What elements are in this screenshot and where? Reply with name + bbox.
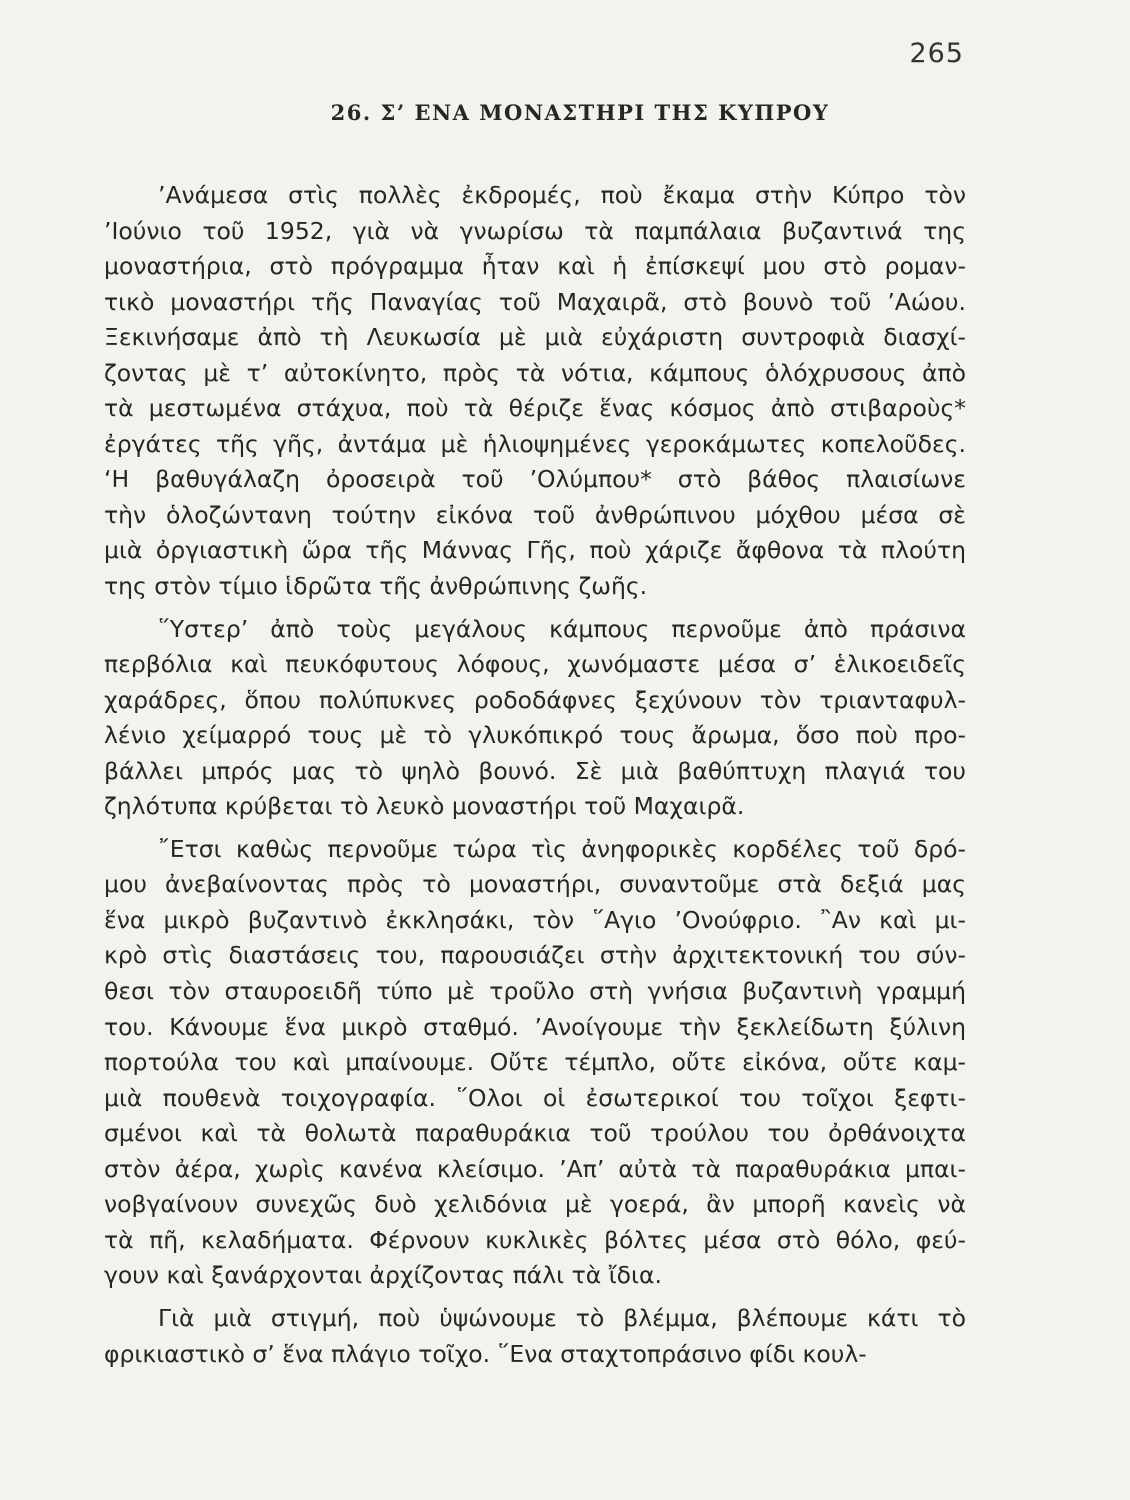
text-line: ‘Η βαθυγάλαζη ὀροσειρὰ τοῦ ’Ολύμπου* στὸ βάθος πλαισίωνε [104, 465, 966, 494]
text-line: ἐργάτες τῆς γῆς, ἀντάμα μὲ ἡλιοψημένες γεροκάμωτες κοπελοῦδες. [104, 429, 966, 458]
text-line: ῎Ετσι καθὼς περνοῦμε τώρα τὶς ἀνηφορικὲς κορδέλες τοῦ δρό- [158, 834, 966, 863]
text-line: στὸν ἀέρα, χωρὶς κανένα κλείσιμο. ’Απ’ αὐτὰ τὰ παραθυράκια μπαι- [104, 1154, 966, 1183]
text-line: ζοντας μὲ τ’ αὐτοκίνητο, πρὸς τὰ νότια, κάμπους ὁλόχρυσους ἀπὸ [104, 358, 966, 387]
text-line: φρικιαστικὸ σ’ ἕνα πλάγιο τοῖχο. ῞Ενα σταχτοπράσινο φίδι κουλ- [104, 1339, 867, 1368]
paragraph [104, 178, 966, 605]
text-line: Ξεκινήσαμε ἀπὸ τὴ Λευκωσία μὲ μιὰ εὐχάριστη συντροφιὰ διασχί- [104, 323, 966, 352]
text-line: γουν καὶ ξανάρχονται ἀρχίζοντας πάλι τὰ ἴδια. [104, 1261, 662, 1290]
text-line: μιὰ πουθενὰ τοιχογραφία. ῞Ολοι οἱ ἐσωτερικοί του τοῖχοι ξεφτι- [104, 1083, 966, 1112]
text-line: χαράδρες, ὅπου πολύπυκνες ροδοδάφνες ξεχύνουν τὸν τριανταφυλ- [104, 685, 966, 714]
text-line: λένιο χείμαρρό τους μὲ τὸ γλυκόπικρό τους ἄρωμα, ὅσο ποὺ προ- [104, 721, 966, 750]
text-line: πορτούλα του καὶ μπαίνουμε. Οὔτε τέμπλο, οὔτε εἰκόνα, οὔτε καμ- [104, 1048, 966, 1077]
text-line: τὴν ὁλοζώντανη τούτην εἰκόνα τοῦ ἀνθρώπινου μόχθου μέσα σὲ [104, 500, 966, 529]
text-line: βάλλει μπρός μας τὸ ψηλὸ βουνό. Σὲ μιὰ βαθύπτυχη πλαγιά του [104, 756, 966, 785]
text-line: ’Ιούνιο τοῦ 1952, γιὰ νὰ γνωρίσω τὰ παμπάλαια βυζαντινά της [104, 216, 966, 245]
page-number: 265 [909, 38, 964, 69]
text-line: ἕνα μικρὸ βυζαντινὸ ἐκκλησάκι, τὸν ῞Αγιο ’Ονούφριο. ῍Αν καὶ μι- [104, 905, 966, 934]
text-line: ζηλότυπα κρύβεται τὸ λευκὸ μοναστήρι τοῦ Μαχαιρᾶ. [104, 792, 745, 821]
text-line: τὰ μεστωμένα στάχυα, ποὺ τὰ θέριζε ἕνας κόσμος ἀπὸ στιβαροὺς* [104, 394, 966, 423]
text-line: κρὸ στὶς διαστάσεις του, παρουσιάζει στὴν ἀρχιτεκτονική του σύν- [104, 941, 966, 970]
chapter-title: 26. Σ’ ΕΝΑ ΜΟΝΑΣΤΗΡΙ ΤΗΣ ΚΥΠΡΟΥ [330, 100, 830, 125]
text-line: ’Ανάμεσα στὶς πολλὲς ἐκδρομές, ποὺ ἔκαμα στὴν Κύπρο τὸν [158, 181, 966, 209]
text-line: μοναστήρια, στὸ πρόγραμμα ἦταν καὶ ἡ ἐπίσκεψί μου στὸ ρομαν- [104, 252, 966, 281]
paragraph [104, 1301, 966, 1372]
paragraph [104, 612, 966, 825]
text-line: νοβγαίνουν συνεχῶς δυὸ χελιδόνια μὲ γοερά, ἂν μπορῆ κανεὶς νὰ [104, 1190, 966, 1219]
text-line: σμένοι καὶ τὰ θολωτὰ παραθυράκια τοῦ τρούλου του ὀρθάνοιχτα [104, 1119, 966, 1148]
body-text [104, 178, 966, 1372]
paragraph [104, 832, 966, 1294]
text-line: μου ἀνεβαίνοντας πρὸς τὸ μοναστήρι, συναντοῦμε στὰ δεξιά μας [104, 870, 966, 899]
text-line: τικὸ μοναστήρι τῆς Παναγίας τοῦ Μαχαιρᾶ, στὸ βουνὸ τοῦ ’Αώου. [104, 287, 966, 316]
text-line: ῞Υστερ’ ἀπὸ τοὺς μεγάλους κάμπους περνοῦμε ἀπὸ πράσινα [158, 614, 966, 643]
text-line: τὰ πῆ, κελαδήματα. Φέρνουν κυκλικὲς βόλτες μέσα στὸ θόλο, φεύ- [104, 1225, 966, 1254]
text-line: Γιὰ μιὰ στιγμή, ποὺ ὑψώνουμε τὸ βλέμμα, βλέπουμε κάτι τὸ [158, 1303, 966, 1332]
text-line: της στὸν τίμιο ἱδρῶτα τῆς ἀνθρώπινης ζωῆς. [104, 572, 648, 601]
text-line: του. Κάνουμε ἕνα μικρὸ σταθμό. ’Ανοίγουμε τὴν ξεκλείδωτη ξύλινη [104, 1012, 966, 1041]
text-line: θεσι τὸν σταυροειδῆ τύπο μὲ τροῦλο στὴ γνήσια βυζαντινὴ γραμμή [104, 977, 966, 1006]
text-line: περβόλια καὶ πευκόφυτους λόφους, χωνόμαστε μέσα σ’ ἑλικοειδεῖς [104, 650, 966, 679]
text-line: μιὰ ὀργιαστικὴ ὥρα τῆς Μάννας Γῆς, ποὺ χάριζε ἄφθονα τὰ πλούτη [104, 536, 966, 565]
